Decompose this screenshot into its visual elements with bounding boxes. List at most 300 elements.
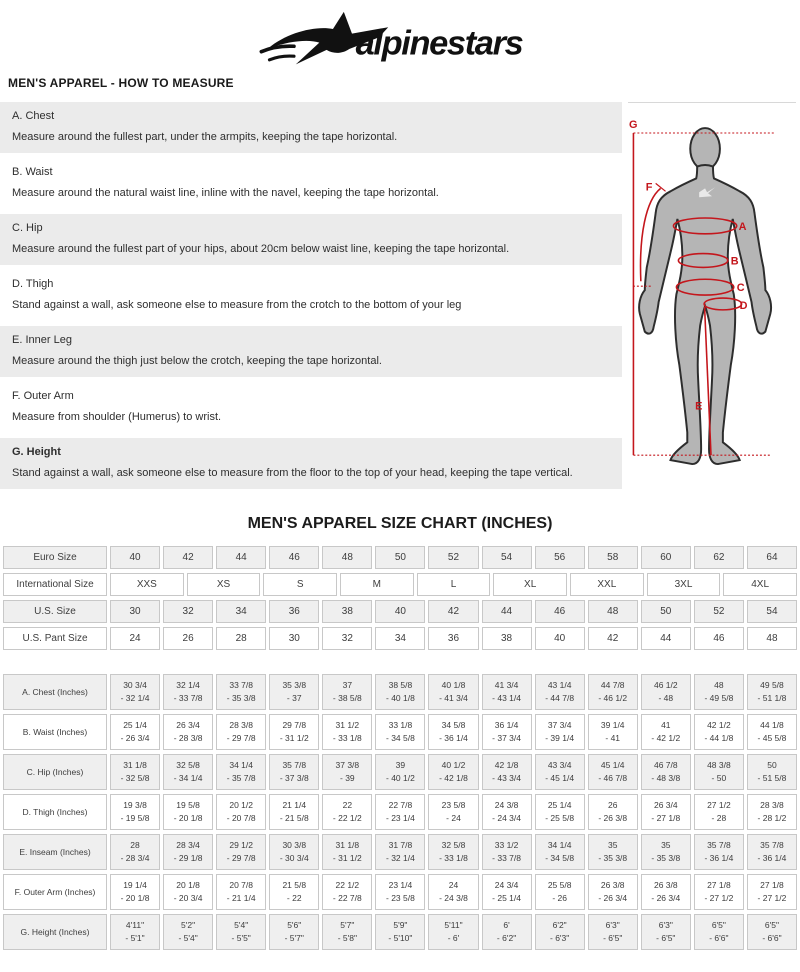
measure-range-cell bbox=[694, 754, 744, 790]
size-value-cell: 24 bbox=[110, 627, 160, 650]
measure-range-cell bbox=[216, 754, 266, 790]
size-value-cell: 58 bbox=[588, 546, 638, 569]
measure-range-cell bbox=[269, 794, 319, 830]
range-max: - 24 3/4 bbox=[492, 813, 521, 823]
size-value-cell: 50 bbox=[641, 600, 691, 623]
range-max: - 5'8" bbox=[337, 933, 357, 943]
size-value-cell: 30 bbox=[269, 627, 319, 650]
range-min: 25 5/8 bbox=[547, 880, 572, 890]
range-min: 6'3" bbox=[605, 920, 620, 930]
range-max: - 33 1/8 bbox=[439, 853, 468, 863]
range-max: - 20 1/8 bbox=[173, 813, 203, 823]
range-min: 43 1/4 bbox=[547, 680, 572, 690]
measure-range-cell bbox=[535, 874, 585, 910]
size-value-cell: 42 bbox=[588, 627, 638, 650]
measure-range-cell bbox=[588, 794, 638, 830]
range-min: 22 bbox=[342, 800, 353, 810]
range-max: - 26 3/4 bbox=[120, 733, 150, 743]
range-min: 33 7/8 bbox=[229, 680, 253, 690]
measure-row-hip bbox=[3, 754, 797, 790]
range-max: - 41 3/4 bbox=[439, 693, 468, 703]
measure-range-cell bbox=[747, 914, 797, 950]
measure-range-cell bbox=[216, 914, 266, 950]
size-value-cell: 38 bbox=[482, 627, 532, 650]
measure-range-cell bbox=[269, 874, 319, 910]
range-max: - 44 7/8 bbox=[545, 693, 575, 703]
size-value-cell: 46 bbox=[535, 600, 585, 623]
measure-section-text: Stand against a wall, ask someone else to measure from the crotch to the bottom of your leg bbox=[12, 299, 462, 311]
range-max: - 36 1/4 bbox=[757, 853, 787, 863]
range-min: 24 3/8 bbox=[494, 800, 519, 810]
outer-arm-top-tick bbox=[656, 183, 666, 191]
measure-range-cell bbox=[535, 794, 585, 830]
measure-range-cell bbox=[747, 714, 797, 750]
range-min: 40 1/2 bbox=[441, 760, 466, 770]
measure-range-cell bbox=[428, 714, 478, 750]
size-value-cell: S bbox=[263, 573, 337, 596]
range-max: - 48 3/8 bbox=[651, 773, 681, 783]
measure-range-cell bbox=[641, 794, 691, 830]
measure-range-cell bbox=[694, 874, 744, 910]
range-min: 23 1/4 bbox=[388, 880, 413, 890]
measure-range-cell bbox=[375, 714, 425, 750]
size-value-cell: 48 bbox=[747, 627, 797, 650]
measure-section-label: E. Inner Leg bbox=[12, 334, 72, 346]
row-label: Euro Size bbox=[3, 546, 107, 569]
range-min: 49 5/8 bbox=[760, 680, 784, 690]
range-min: 27 1/8 bbox=[760, 880, 784, 890]
range-min: 28 3/8 bbox=[760, 800, 784, 810]
measure-section-label: G. Height bbox=[12, 446, 61, 458]
measure-section-text: Measure around the fullest part, under the armpits, keeping the tape horizontal. bbox=[12, 131, 398, 143]
range-max: - 42 1/2 bbox=[651, 733, 681, 743]
range-min: 27 1/2 bbox=[707, 800, 731, 810]
measure-range-cell bbox=[216, 674, 266, 710]
size-value-cell: 48 bbox=[588, 600, 638, 623]
range-max: - 22 1/2 bbox=[332, 813, 362, 823]
measure-section-inner-leg bbox=[0, 326, 622, 377]
range-max: - 39 1/4 bbox=[545, 733, 575, 743]
measure-range-cell bbox=[588, 834, 638, 870]
measure-section-label: C. Hip bbox=[12, 222, 43, 234]
range-max: - 20 1/8 bbox=[120, 893, 150, 903]
body-silhouette bbox=[639, 128, 771, 464]
measure-range-cell bbox=[482, 754, 532, 790]
range-min: 35 7/8 bbox=[282, 760, 307, 770]
range-min: 30 3/4 bbox=[123, 680, 147, 690]
range-max: - 34 1/4 bbox=[173, 773, 203, 783]
size-value-cell: XS bbox=[187, 573, 261, 596]
range-min: 19 5/8 bbox=[176, 800, 200, 810]
range-min: 46 1/2 bbox=[653, 680, 678, 690]
range-max: - 43 3/4 bbox=[492, 773, 521, 783]
range-min: 5'4" bbox=[234, 920, 249, 930]
figure-label-b: B bbox=[730, 255, 739, 268]
measure-range-cell bbox=[535, 834, 585, 870]
measure-row-thigh bbox=[3, 794, 797, 830]
range-max: - 37 bbox=[286, 693, 302, 703]
range-max: - 26 3/8 bbox=[598, 813, 628, 823]
range-max: - 45 1/4 bbox=[545, 773, 575, 783]
measure-section-text: Measure around the natural waist line, inline with the navel, keeping the tape horizontal. bbox=[12, 187, 439, 199]
measure-section-hip bbox=[0, 214, 622, 265]
size-value-cell: 4XL bbox=[723, 573, 797, 596]
range-max: - 26 bbox=[552, 893, 567, 903]
range-max: - 21 1/4 bbox=[226, 893, 256, 903]
measure-range-cell bbox=[428, 874, 478, 910]
size-value-cell: XXS bbox=[110, 573, 184, 596]
measure-section-text: Measure around the thigh just below the crotch, keeping the tape horizontal. bbox=[12, 355, 382, 367]
measure-range-cell bbox=[163, 714, 213, 750]
range-min: 28 3/8 bbox=[229, 720, 253, 730]
measure-range-cell bbox=[428, 914, 478, 950]
measure-range-cell bbox=[588, 674, 638, 710]
range-max: - 5'7" bbox=[284, 933, 304, 943]
measure-range-cell bbox=[375, 754, 425, 790]
range-min: 6'2" bbox=[552, 920, 567, 930]
range-max: - 5'4" bbox=[178, 933, 198, 943]
range-min: 6'5" bbox=[764, 920, 780, 930]
range-max: - 22 bbox=[286, 893, 302, 903]
measure-range-cell bbox=[163, 754, 213, 790]
measure-row-chest bbox=[3, 674, 797, 710]
table-gap bbox=[3, 654, 797, 674]
measure-range-cell bbox=[322, 754, 372, 790]
size-value-cell: 48 bbox=[322, 546, 372, 569]
row-label: U.S. Size bbox=[3, 600, 107, 623]
measure-range-cell bbox=[375, 914, 425, 950]
measure-range-cell bbox=[110, 674, 160, 710]
range-max: - 32 1/4 bbox=[386, 853, 415, 863]
range-min: 32 5/8 bbox=[441, 840, 466, 850]
size-value-cell: 26 bbox=[163, 627, 213, 650]
measure-section-label: B. Waist bbox=[12, 166, 53, 178]
range-min: 27 1/8 bbox=[707, 880, 731, 890]
measure-range-cell bbox=[482, 914, 532, 950]
measure-section-text: Measure around the fullest part of your hips, about 20cm below waist line, keeping the tape horizontal. bbox=[12, 243, 510, 255]
measure-range-cell bbox=[694, 914, 744, 950]
measure-range-cell bbox=[269, 714, 319, 750]
range-min: 5'2" bbox=[181, 920, 196, 930]
size-value-cell: 52 bbox=[428, 546, 478, 569]
range-min: 31 7/8 bbox=[388, 840, 413, 850]
measure-range-cell bbox=[428, 834, 478, 870]
size-value-cell: 32 bbox=[322, 627, 372, 650]
size-value-cell: XXL bbox=[570, 573, 644, 596]
range-max: - 31 1/2 bbox=[279, 733, 309, 743]
range-max: - 23 5/8 bbox=[386, 893, 415, 903]
range-max: - 40 1/8 bbox=[386, 693, 415, 703]
range-max: - 27 1/2 bbox=[757, 893, 787, 903]
range-max: - 35 7/8 bbox=[226, 773, 256, 783]
size-chart-title: MEN'S APPAREL SIZE CHART (INCHES) bbox=[247, 515, 553, 532]
range-max: - 37 3/4 bbox=[492, 733, 521, 743]
range-min: 19 3/8 bbox=[123, 800, 147, 810]
measure-range-cell bbox=[482, 714, 532, 750]
size-value-cell: XL bbox=[493, 573, 567, 596]
measure-range-cell bbox=[747, 794, 797, 830]
range-max: - 30 3/4 bbox=[279, 853, 309, 863]
size-value-cell: M bbox=[340, 573, 414, 596]
measure-range-cell bbox=[747, 674, 797, 710]
range-max: - 24 3/8 bbox=[439, 893, 468, 903]
size-value-cell: 44 bbox=[216, 546, 266, 569]
measure-range-cell bbox=[694, 714, 744, 750]
measure-range-cell bbox=[163, 794, 213, 830]
measure-range-cell bbox=[482, 674, 532, 710]
range-min: 35 bbox=[661, 840, 671, 850]
range-min: 23 5/8 bbox=[441, 800, 466, 810]
measure-range-cell bbox=[110, 754, 160, 790]
size-value-cell: 32 bbox=[163, 600, 213, 623]
range-max: - 28 bbox=[711, 813, 727, 823]
range-min: 39 bbox=[395, 760, 406, 770]
range-max: - 20 3/4 bbox=[173, 893, 203, 903]
range-min: 26 3/8 bbox=[653, 880, 678, 890]
range-min: 4'11" bbox=[125, 920, 145, 930]
measure-section-waist bbox=[0, 158, 622, 209]
range-max: - 39 bbox=[340, 773, 355, 783]
range-min: 19 1/4 bbox=[123, 880, 147, 890]
range-min: 29 7/8 bbox=[282, 720, 307, 730]
size-value-cell: 54 bbox=[482, 546, 532, 569]
measure-row-inseam bbox=[3, 834, 797, 870]
measure-range-cell bbox=[588, 914, 638, 950]
size-value-cell: 60 bbox=[641, 546, 691, 569]
range-min: 20 1/2 bbox=[229, 800, 253, 810]
size-value-cell: 42 bbox=[428, 600, 478, 623]
measure-range-cell bbox=[163, 874, 213, 910]
range-min: 20 7/8 bbox=[229, 880, 253, 890]
range-max: - 26 3/4 bbox=[651, 893, 681, 903]
row-label: D. Thigh (Inches) bbox=[3, 794, 107, 830]
size-value-cell: 50 bbox=[375, 546, 425, 569]
range-min: 34 1/4 bbox=[229, 760, 253, 770]
range-max: - 6'5" bbox=[603, 933, 623, 943]
range-max: - 32 1/4 bbox=[120, 693, 150, 703]
range-min: 35 7/8 bbox=[760, 840, 784, 850]
measure-range-cell bbox=[428, 674, 478, 710]
range-min: 37 bbox=[342, 680, 353, 690]
range-min: 25 1/4 bbox=[123, 720, 147, 730]
logo-wordmark: alpinestars bbox=[355, 24, 523, 63]
measure-range-cell bbox=[269, 674, 319, 710]
measure-range-cell bbox=[747, 874, 797, 910]
how-to-measure-section bbox=[0, 102, 800, 499]
range-min: 41 3/4 bbox=[494, 680, 519, 690]
measure-range-cell bbox=[375, 674, 425, 710]
size-value-cell: 46 bbox=[694, 627, 744, 650]
row-label: International Size bbox=[3, 573, 107, 596]
figure-label-g: G bbox=[628, 119, 638, 132]
range-max: - 40 1/2 bbox=[386, 773, 415, 783]
row-label: U.S. Pant Size bbox=[3, 627, 107, 650]
measure-range-cell bbox=[110, 914, 160, 950]
measure-range-cell bbox=[694, 834, 744, 870]
range-max: - 5'10" bbox=[388, 933, 413, 943]
size-value-cell: 64 bbox=[747, 546, 797, 569]
measure-range-cell bbox=[269, 914, 319, 950]
measure-range-cell bbox=[375, 874, 425, 910]
row-label: C. Hip (Inches) bbox=[3, 754, 107, 790]
measure-range-cell bbox=[482, 834, 532, 870]
range-min: 36 1/4 bbox=[494, 720, 519, 730]
range-min: 5'6" bbox=[287, 920, 302, 930]
range-min: 26 3/8 bbox=[600, 880, 625, 890]
measure-range-cell bbox=[641, 914, 691, 950]
size-chart-table bbox=[0, 546, 800, 950]
size-value-cell: 28 bbox=[216, 627, 266, 650]
range-min: 31 1/8 bbox=[335, 840, 360, 850]
range-min: 32 1/4 bbox=[176, 680, 200, 690]
range-max: - 6'3" bbox=[550, 933, 570, 943]
measure-range-cell bbox=[322, 674, 372, 710]
measure-section-text: Stand against a wall, ask someone else to measure from the floor to the top of your head, keeping the tape vertical. bbox=[12, 467, 573, 479]
measure-range-cell bbox=[641, 874, 691, 910]
range-max: - 24 bbox=[446, 813, 461, 823]
size-value-cell: 34 bbox=[375, 627, 425, 650]
range-min: 42 1/8 bbox=[494, 760, 519, 770]
range-min: 6'3" bbox=[658, 920, 673, 930]
range-max: - 46 7/8 bbox=[598, 773, 628, 783]
range-max: - 25 5/8 bbox=[545, 813, 575, 823]
range-max: - 28 1/2 bbox=[757, 813, 787, 823]
range-max: - 31 1/2 bbox=[332, 853, 362, 863]
range-min: 28 bbox=[130, 840, 140, 850]
figure-label-f: F bbox=[645, 181, 653, 194]
measure-range-cell bbox=[482, 874, 532, 910]
range-max: - 32 5/8 bbox=[120, 773, 150, 783]
range-min: 22 1/2 bbox=[335, 880, 360, 890]
range-min: 50 bbox=[767, 760, 777, 770]
range-max: - 41 bbox=[605, 733, 621, 743]
row-label: G. Height (Inches) bbox=[3, 914, 107, 950]
range-max: - 34 5/8 bbox=[545, 853, 575, 863]
range-max: - 5'1" bbox=[125, 933, 145, 943]
range-max: - 25 1/4 bbox=[492, 893, 521, 903]
range-max: - 29 1/8 bbox=[173, 853, 203, 863]
range-max: - 33 7/8 bbox=[173, 693, 203, 703]
range-min: 35 7/8 bbox=[707, 840, 731, 850]
measure-range-cell bbox=[322, 794, 372, 830]
range-max: - 38 5/8 bbox=[332, 693, 362, 703]
range-max: - 5'5" bbox=[231, 933, 251, 943]
measure-range-cell bbox=[375, 834, 425, 870]
body-measurement-diagram-icon bbox=[628, 103, 796, 499]
size-value-cell: 36 bbox=[269, 600, 319, 623]
range-max: - 36 1/4 bbox=[439, 733, 468, 743]
measure-range-cell bbox=[641, 754, 691, 790]
range-max: - 6' bbox=[447, 933, 460, 943]
range-min: 32 5/8 bbox=[176, 760, 200, 770]
measure-section-thigh bbox=[0, 270, 622, 321]
range-min: 35 3/8 bbox=[282, 680, 307, 690]
range-max: - 6'6" bbox=[709, 933, 729, 943]
range-max: - 34 5/8 bbox=[386, 733, 415, 743]
row-label: A. Chest (Inches) bbox=[3, 674, 107, 710]
range-max: - 48 bbox=[658, 693, 674, 703]
range-min: 31 1/2 bbox=[335, 720, 360, 730]
range-max: - 28 3/4 bbox=[120, 853, 150, 863]
measure-row-height bbox=[3, 914, 797, 950]
measure-range-cell bbox=[216, 874, 266, 910]
size-value-cell: 56 bbox=[535, 546, 585, 569]
size-value-cell: 36 bbox=[428, 627, 478, 650]
range-max: - 45 5/8 bbox=[757, 733, 787, 743]
range-min: 5'7" bbox=[340, 920, 355, 930]
range-min: 24 3/4 bbox=[494, 880, 519, 890]
size-value-cell: 62 bbox=[694, 546, 744, 569]
range-min: 33 1/2 bbox=[494, 840, 519, 850]
range-max: - 19 5/8 bbox=[120, 813, 150, 823]
measure-row-waist bbox=[3, 714, 797, 750]
range-min: 41 bbox=[661, 720, 671, 730]
range-max: - 37 3/8 bbox=[279, 773, 309, 783]
range-min: 20 1/8 bbox=[176, 880, 200, 890]
size-value-cell: 30 bbox=[110, 600, 160, 623]
measure-range-cell bbox=[110, 794, 160, 830]
range-min: 31 1/8 bbox=[123, 760, 147, 770]
range-min: 34 5/8 bbox=[441, 720, 466, 730]
range-min: 24 bbox=[448, 880, 459, 890]
range-max: - 23 1/4 bbox=[386, 813, 415, 823]
size-value-cell: 40 bbox=[110, 546, 160, 569]
range-min: 6' bbox=[503, 920, 510, 930]
range-min: 43 3/4 bbox=[547, 760, 572, 770]
measure-range-cell bbox=[535, 914, 585, 950]
range-max: - 50 bbox=[711, 773, 727, 783]
row-label: E. Inseam (Inches) bbox=[3, 834, 107, 870]
measure-range-cell bbox=[216, 714, 266, 750]
figure-label-d: D bbox=[739, 299, 748, 312]
range-min: 33 1/8 bbox=[388, 720, 413, 730]
measure-range-cell bbox=[269, 754, 319, 790]
measure-range-cell bbox=[110, 714, 160, 750]
range-min: 26 3/4 bbox=[176, 720, 200, 730]
range-min: 44 1/8 bbox=[760, 720, 784, 730]
alpinestars-logo bbox=[250, 10, 550, 68]
measure-range-cell bbox=[641, 674, 691, 710]
measure-range-cell bbox=[110, 834, 160, 870]
figure-label-c: C bbox=[736, 282, 745, 295]
range-max: - 27 1/2 bbox=[704, 893, 734, 903]
size-value-cell: L bbox=[417, 573, 491, 596]
range-max: - 28 3/8 bbox=[173, 733, 203, 743]
range-min: 39 1/4 bbox=[600, 720, 625, 730]
range-min: 45 1/4 bbox=[600, 760, 625, 770]
range-max: - 46 1/2 bbox=[598, 693, 628, 703]
measure-range-cell bbox=[588, 874, 638, 910]
measure-section-chest bbox=[0, 102, 622, 153]
range-max: - 35 3/8 bbox=[651, 853, 681, 863]
size-value-cell: 3XL bbox=[647, 573, 721, 596]
size-value-cell: 44 bbox=[482, 600, 532, 623]
row-label: F. Outer Arm (Inches) bbox=[3, 874, 107, 910]
size-value-cell: 38 bbox=[322, 600, 372, 623]
range-min: 29 1/2 bbox=[229, 840, 253, 850]
size-value-cell: 40 bbox=[375, 600, 425, 623]
measure-range-cell bbox=[535, 674, 585, 710]
measure-range-cell bbox=[694, 674, 744, 710]
page-header bbox=[0, 0, 800, 70]
range-max: - 44 1/8 bbox=[704, 733, 734, 743]
size-value-cell: 54 bbox=[747, 600, 797, 623]
row-label: B. Waist (Inches) bbox=[3, 714, 107, 750]
size-header-row-international-size bbox=[3, 573, 797, 596]
range-min: 48 bbox=[714, 680, 724, 690]
measure-range-cell bbox=[269, 834, 319, 870]
measure-range-cell bbox=[322, 834, 372, 870]
